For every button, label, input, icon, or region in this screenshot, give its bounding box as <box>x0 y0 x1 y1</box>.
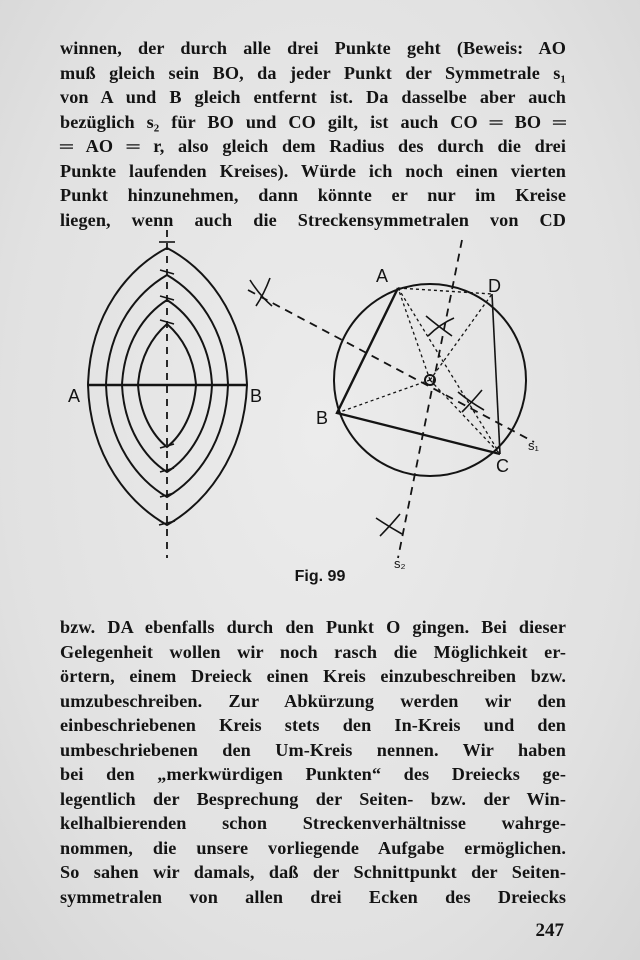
label-b-right: B <box>316 408 329 428</box>
segment-cd <box>492 294 500 454</box>
paragraph-bottom <box>60 615 566 909</box>
bisector-s1 <box>248 290 534 442</box>
text-line: ═ AO ═ r, also gleich dem Radius des durch die drei <box>60 136 566 156</box>
text-line: Punkt hinzunehmen, dann könnte er nur im Kreise <box>60 185 566 205</box>
dotted-ad <box>398 288 492 294</box>
text-line: örtern, einem Dreieck einen Kreis einzubeschreiben bzw. <box>60 666 566 686</box>
label-b-left: B <box>250 386 263 406</box>
text-line: nommen, die unsere vorliegende Aufgabe ermöglichen. <box>60 837 566 858</box>
left-construction <box>88 230 247 558</box>
label-a-right: A <box>376 266 389 286</box>
figure-99-diagram <box>60 222 570 584</box>
label-c-right: C <box>496 456 509 476</box>
text-line: So sahen wir damals, daß der Schnittpunkt der Seiten- <box>60 862 566 882</box>
paragraph-top <box>60 36 566 232</box>
text-line: bei den „merkwürdigen Punkten“ des Dreiecks ge- <box>60 764 566 784</box>
construction-cross-marks <box>250 278 484 536</box>
text-line: bezüglich s₂ für BO und CO gilt, ist auch CO ═ BO ═ <box>60 111 566 132</box>
text-line: liegen, wenn auch die Streckensymmetralen von CD <box>60 209 566 230</box>
label-a-left: A <box>68 386 81 406</box>
text-line: von A und B gleich entfernt ist. Da dasselbe aber auch <box>60 87 566 107</box>
text-line: umbeschriebenen den Um-Kreis nennen. Wir haben <box>60 739 566 760</box>
label-s2: s₂ <box>394 556 406 571</box>
text-line: bzw. DA ebenfalls durch den Punkt O gingen. Bei dieser <box>60 617 566 637</box>
text-line: Gelegenheit wollen wir noch rasch die Möglichkeit er- <box>60 641 566 662</box>
text-line: einbeschriebenen Kreis stets den In-Kreis und den <box>60 715 566 735</box>
text-line: winnen, der durch alle drei Punkte geht (Beweis: AO <box>60 38 566 58</box>
page-number: 247 <box>535 920 564 941</box>
label-s1: s₁ <box>528 438 539 453</box>
label-d-right: D <box>488 276 501 296</box>
text-line: symmetralen von allen drei Ecken des Dreiecks <box>60 886 566 907</box>
text-line: muß gleich sein BO, da jeder Punkt der Symmetrale s₁ <box>60 62 566 83</box>
text-line: umzubeschreiben. Zur Abkürzung werden wir den <box>60 690 566 711</box>
text-line: Punkte laufenden Kreises). Würde ich noch einen vierten <box>60 160 566 181</box>
text-line: legentlich der Besprechung der Seiten- bzw. der Win- <box>60 788 566 809</box>
figure-caption: Fig. 99 <box>294 568 346 585</box>
text-line: kelhalbierenden schon Streckenverhältnisse wahrge- <box>60 813 566 833</box>
